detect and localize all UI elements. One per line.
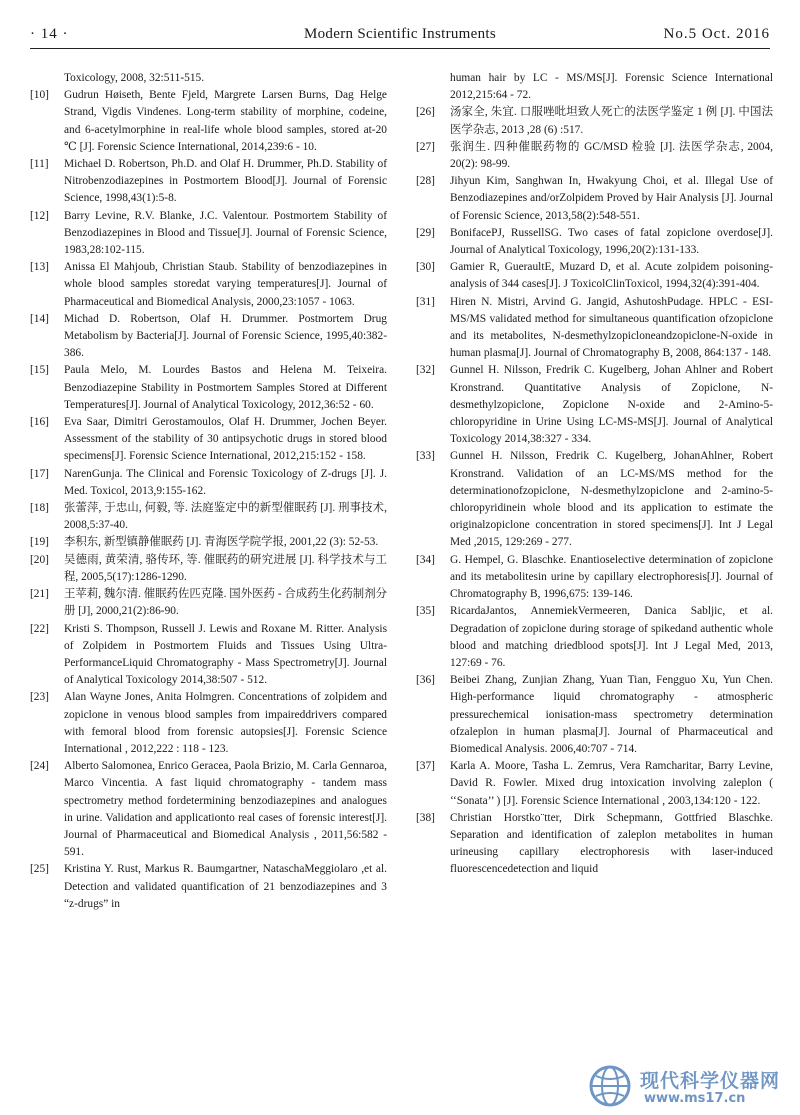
reference-number: [34]	[416, 553, 435, 566]
reference-text: NarenGunja. The Clinical and Forensic Toxicology of Z-drugs [J]. J. Med. Toxicol, 2013,9:155-162.	[64, 467, 387, 497]
reference-item	[30, 362, 387, 414]
reference-text: Alan Wayne Jones, Anita Holmgren. Concentrations of zolpidem and zopiclone in venous blood samples from impaireddrivers compared with femoral blood from forensic autopsies[J]. Forensic Science International , 2012,222 : 118 - 123.	[64, 691, 387, 755]
globe-logo-icon	[588, 1064, 632, 1108]
reference-text: 李积东, 新型镇静催眠药 [J]. 青海医学院学报, 2001,22 (3): 52-53.	[64, 536, 379, 549]
reference-number: [14]	[30, 312, 49, 325]
reference-number: [38]	[416, 811, 435, 824]
reference-number: [15]	[30, 364, 49, 377]
reference-item	[30, 156, 387, 208]
reference-item	[30, 861, 387, 913]
reference-text: Eva Saar, Dimitri Gerostamoulos, Olaf H. Drummer, Jochen Beyer. Assessment of the stability of 30 antipsychotic drugs in stored blood specimens[J]. Forensic Science International, 2012,215:152 - 158.	[64, 416, 387, 463]
reference-number: [33]	[416, 450, 435, 463]
reference-item	[30, 758, 387, 861]
reference-number: [24]	[30, 760, 49, 773]
site-watermark	[588, 1064, 798, 1110]
reference-text: Anissa El Mahjoub, Christian Staub. Stability of benzodiazepines in whole blood samples storedat varying temperatures[J]. Journal of Pharmaceutical and Biomedical Analysis, 2000,23:1057 - 1063.	[64, 261, 387, 308]
reference-number: [36]	[416, 674, 435, 687]
reference-text: Alberto Salomonea, Enrico Geracea, Paola Brizio, M. Carla Gennaroa, Marco Vincentia. A fast liquid chromatography - tandem mass spectrometry method fordetermining benzodiazepines and analogues in urine. Validation and applicationto real cases of forensic interest[J]. Journal of Pharmaceutical and Biomedical Analysis , 2011,56:582 - 591.	[64, 760, 387, 859]
reference-number: [22]	[30, 622, 49, 635]
reference-number: [13]	[30, 261, 49, 274]
reference-text: Gamier R, GueraultE, Muzard D, et al. Acute zolpidem poisoning-analysis of 344 cases[J]. J ToxicolClinToxicol, 1994,32(4):391-404.	[450, 261, 773, 291]
reference-text: BonifacePJ, RussellSG. Two cases of fatal zopiclone overdose[J]. Journal of Analytical Toxicology, 1996,20(2):131-133.	[450, 226, 773, 257]
reference-text: 张蕾萍, 于忠山, 何毅, 等. 法庭鉴定中的新型催眠药 [J]. 刑事技术, 2008,5:37-40.	[64, 502, 387, 532]
reference-item	[416, 758, 773, 810]
reference-number: [31]	[416, 295, 435, 308]
watermark-site-name: 现代科学仪器网	[640, 1070, 781, 1092]
reference-item	[416, 672, 773, 758]
reference-text: Kristi S. Thompson, Russell J. Lewis and Roxane M. Ritter. Analysis of Zolpidem in Postmortem Fluids and Tissues Using Ultra-PerformanceLiquid Chromatography - Mass Spectrometry[J]. Journal of Analytical Toxicology 2014,38:507 - 512.	[64, 622, 387, 687]
reference-item	[30, 621, 387, 690]
reference-number: [19]	[30, 536, 49, 549]
reference-item	[416, 104, 773, 138]
reference-text: Gunnel H. Nilsson, Fredrik C. Kugelberg, JohanAhlner, Robert Kronstrand. Validation of an LC-MS/MS method for the determinationofzopiclone, N-desmethylzopiclone and 2-amino-5-chloropyridinein whole blood and its application to estimate the originalzopiclone concentration in stored specimens[J]. Int J Legal Med ,2015, 129:269 - 277.	[450, 450, 773, 549]
reference-number: [27]	[416, 140, 435, 153]
journal-title: Modern Scientific Instruments	[304, 26, 496, 42]
reference-number: [25]	[30, 863, 49, 876]
left-column	[30, 70, 387, 913]
header-rule	[30, 48, 770, 49]
reference-number: [37]	[416, 760, 435, 773]
reference-item	[30, 87, 387, 156]
reference-text: 王苹莉, 魏尔清. 催眠药佐匹克隆. 国外医药 - 合成药生化药制剂分册 [J], 2000,21(2):86-90.	[64, 588, 387, 618]
reference-number: [16]	[30, 416, 49, 429]
reference-number: [12]	[30, 209, 49, 222]
issue-info: No.5 Oct. 2016	[663, 26, 770, 42]
watermark-url: www.ms17.cn	[644, 1091, 746, 1106]
reference-text: Barry Levine, R.V. Blanke, J.C. Valentour. Postmortem Stability of Benzodiazepines in Blood and Tissue[J]. Journal of Forensic Science, 1983,28:102-115.	[64, 209, 387, 257]
reference-item	[30, 586, 387, 620]
reference-number: [23]	[30, 691, 49, 704]
reference-item	[416, 362, 773, 448]
right-column	[416, 70, 773, 879]
reference-number: [21]	[30, 588, 49, 601]
reference-number: [11]	[30, 158, 49, 171]
reference-item	[30, 259, 387, 311]
reference-number: [35]	[416, 605, 435, 618]
reference-item	[416, 139, 773, 173]
reference-item	[30, 466, 387, 500]
reference-text: 汤家全, 朱宜. 口服唑吡坦致人死亡的法医学鉴定 1 例 [J]. 中国法医学杂志, 2013 ,28 (6) :517.	[450, 106, 773, 136]
reference-item	[30, 552, 387, 586]
page-header	[30, 24, 770, 48]
reference-item	[416, 294, 773, 363]
reference-text: Gunnel H. Nilsson, Fredrik C. Kugelberg, Johan Ahlner and Robert Kronstrand. Quantitative Analysis of Zopiclone, N-desmethylzopiclone, Zopiclone N-oxide and 2-Amino-5-chloropyridine in Urine Using LC-MS-MS[J]. Journal of Analytical Toxicology 2014,38:327 - 334.	[450, 364, 773, 446]
reference-text: 吴德雨, 黄荣清, 骆传环, 等. 催眠药的研究进展 [J]. 科学技术与工程, 2005,5(17):1286-1290.	[64, 553, 387, 583]
reference-item	[30, 689, 387, 758]
reference-item	[416, 225, 773, 259]
reference-text: Beibei Zhang, Zunjian Zhang, Yuan Tian, Fengguo Xu, Yun Chen. High-performance liquid chromatography - atmospheric pressurechemical ionisation-mass spectrometry determination ofzaleplon in human plasma[J]. Journal of Pharmaceutical and Biomedical Analysis. 2006,40:707 - 714.	[450, 674, 773, 755]
reference-text: Hiren N. Mistri, Arvind G. Jangid, AshutoshPudage. HPLC - ESI-MS/MS validated method for simultaneous quantification ofzopiclone and its metabolites, N-desmethylzopicloneandzopiclone-N-oxide in human plasma[J]. Journal of Chromatography B, 2008, 864:137 - 148.	[450, 295, 773, 360]
reference-text: G. Hempel, G. Blaschke. Enantioselective determination of zopiclone and its metabolitesin urine by capillary electrophoresis[J]. Journal of Chromatography B, 1996,675: 139-146.	[450, 553, 773, 601]
reference-item	[416, 603, 773, 672]
reference-item	[30, 208, 387, 260]
reference-number: [18]	[30, 502, 49, 515]
reference-continuation: human hair by LC - MS/MS[J]. Forensic Science International 2012,215:64 - 72.	[450, 72, 773, 102]
reference-item	[30, 414, 387, 466]
reference-item	[30, 534, 387, 551]
reference-number: [28]	[416, 175, 435, 188]
reference-item	[416, 173, 773, 225]
reference-text: Karla A. Moore, Tasha L. Zemrus, Vera Ramcharitar, Barry Levine, David R. Fowler. Mixed drug intoxication involving zaleplon ( ‘‘Sonata’’ ) [J]. Forensic Science International , 2003,134:120 - 122.	[450, 760, 773, 807]
reference-number: [17]	[30, 467, 49, 480]
reference-item	[416, 810, 773, 879]
reference-text: Kristina Y. Rust, Markus R. Baumgartner, NataschaMeggiolaro ,et al. Detection and validated quantification of 21 benzodiazepines and 3 “z-drugs” in	[64, 863, 387, 910]
reference-text: RicardaJantos, AnnemiekVermeeren, Danica Sabljic, et al. Degradation of zopiclone during storage of spikedand authentic whole blood and matching driedblood spots[J]. Int J Legal Med, 2013, 127:69 - 76.	[450, 605, 773, 669]
reference-item	[416, 259, 773, 293]
reference-text: Michad D. Robertson, Olaf H. Drummer. Postmortem Drug Metabolism by Bacteria[J]. Journal of Forensic Science, 1995,40:382-386.	[64, 312, 387, 360]
reference-text: Michael D. Robertson, Ph.D. and Olaf H. Drummer, Ph.D. Stability of Nitrobenzodiazepines in Postmortem Blood[J]. Journal of Forensic Science, 1998,43(1):5-8.	[64, 158, 387, 205]
reference-item	[416, 448, 773, 551]
reference-number: [32]	[416, 364, 435, 377]
reference-number: [26]	[416, 106, 435, 119]
reference-continuation: Toxicology, 2008, 32:511-515.	[64, 72, 205, 84]
reference-item	[416, 552, 773, 604]
reference-text: Christian Horstko¨tter, Dirk Schepmann, Gottfried Blaschke. Separation and identification of zaleplon metabolites in human urineusing capillary electrophoresis with laser-induced fluorescencedetection and liquid	[450, 811, 773, 876]
reference-text: Jihyun Kim, Sanghwan In, Hwakyung Choi, et al. Illegal Use of Benzodiazepines and/orZolpidem Proved by Hair Analysis [J]. Journal of Forensic Science, 2013,58(2):548-551.	[450, 175, 773, 222]
reference-number: [10]	[30, 89, 49, 102]
reference-item	[30, 311, 387, 363]
reference-number: [30]	[416, 261, 435, 274]
page-number: · 14 ·	[30, 26, 69, 42]
reference-text: Gudrun Høiseth, Bente Fjeld, Margrete Larsen Burns, Dag Helge Strand, Vigdis Vindenes. Long-term stability of morphine, codeine, and 6-acetylmorphine in real-life whole blood samples, stored at-20 ℃ [J]. Forensic Science International, 2014,239:6 - 10.	[64, 89, 387, 153]
reference-text: Paula Melo, M. Lourdes Bastos and Helena M. Teixeira. Benzodiazepine Stability in Postmortem Samples Stored at Different Temperatures[J]. Journal of Analytical Toxicology, 2012,36:52 - 60.	[64, 364, 387, 411]
reference-number: [20]	[30, 553, 49, 566]
reference-text: 张润生. 四种催眠药物的 GC/MSD 检验 [J]. 法医学杂志, 2004, 20(2): 98-99.	[450, 140, 773, 171]
reference-number: [29]	[416, 226, 435, 239]
reference-item	[30, 500, 387, 534]
